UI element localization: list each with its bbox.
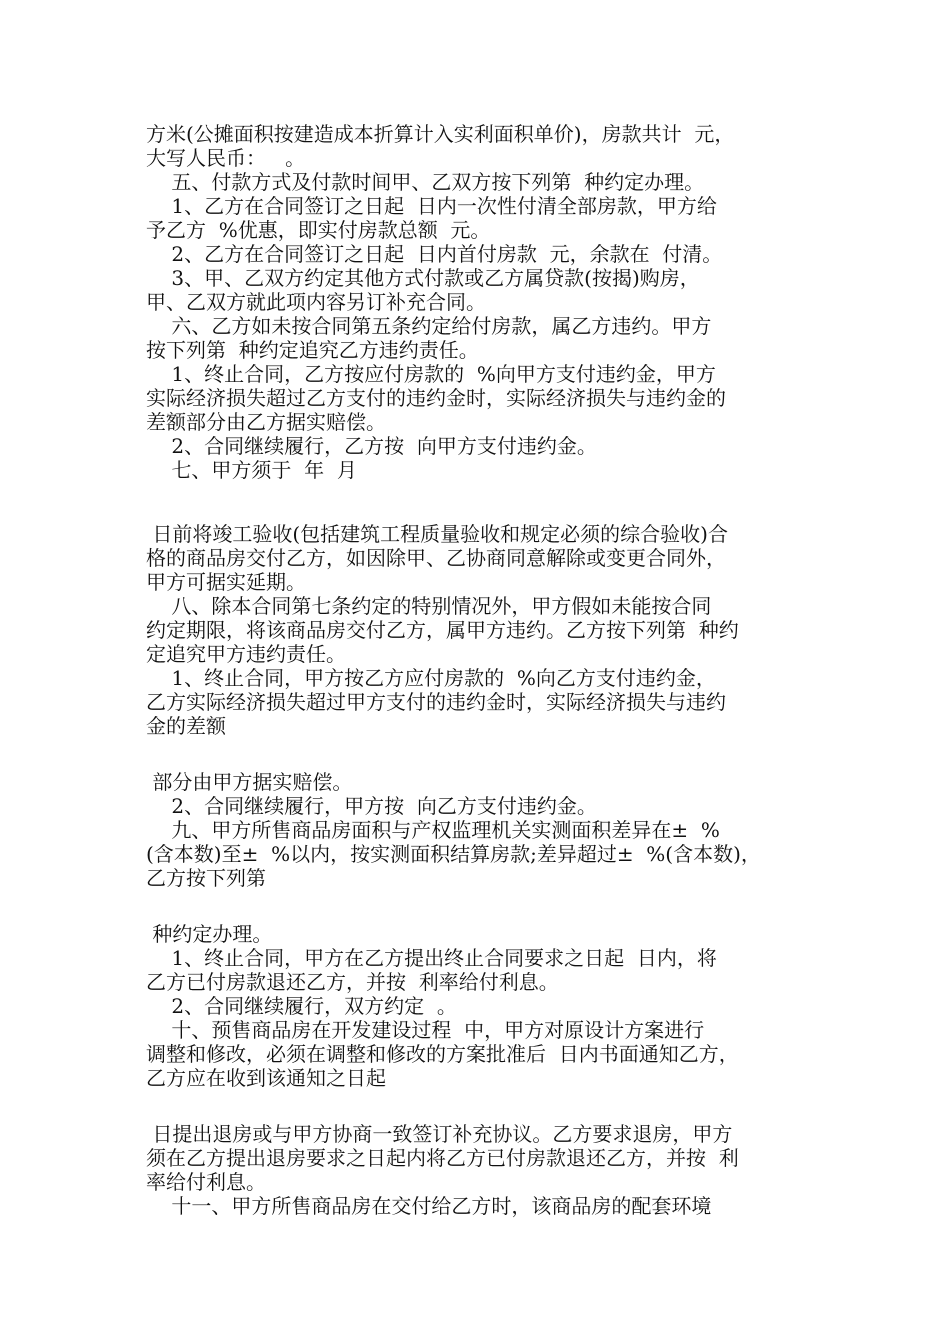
text-line: 乙方按下列第 xyxy=(146,866,266,890)
text-line: 1、终止合同，乙方按应付房款的 %向甲方支付违约金，甲方 xyxy=(146,362,716,386)
text-line: 率给付利息。 xyxy=(146,1170,266,1194)
text-line: 日提出退房或与甲方协商一致签订补充协议。乙方要求退房，甲方 xyxy=(146,1122,733,1146)
text-line: 2、乙方在合同签订之日起 日内首付房款 元，余款在 付清。 xyxy=(146,242,723,266)
text-line: 金的差额 xyxy=(146,714,226,738)
text-line: 大写人民币： 。 xyxy=(146,146,306,170)
text-line: 部分由甲方据实赔偿。 xyxy=(146,770,353,794)
text-line: 九、甲方所售商品房面积与产权监理机关实测面积差异在± % xyxy=(146,818,720,842)
text-line: 乙方已付房款退还乙方，并按 利率给付利息。 xyxy=(146,970,559,994)
text-line: 2、合同继续履行，乙方按 向甲方支付违约金。 xyxy=(146,434,597,458)
text-line: 1、终止合同，甲方按乙方应付房款的 %向乙方支付违约金， xyxy=(146,666,716,690)
text-line: 须在乙方提出退房要求之日起内将乙方已付房款退还乙方，并按 利 xyxy=(146,1146,739,1170)
text-line: 乙方实际经济损失超过甲方支付的违约金时，实际经济损失与违约 xyxy=(146,690,726,714)
text-line: 2、合同继续履行，双方约定 。 xyxy=(146,994,457,1018)
text-line: 甲方可据实延期。 xyxy=(146,570,306,594)
text-line: (含本数)至± %以内，按实测面积结算房款;差异超过± %(含本数)， xyxy=(146,842,761,866)
text-line: 调整和修改，必须在调整和修改的方案批准后 日内书面通知乙方， xyxy=(146,1042,739,1066)
text-line: 1、乙方在合同签订之日起 日内一次性付清全部房款，甲方给 xyxy=(146,194,717,218)
text-line: 格的商品房交付乙方，如因除甲、乙协商同意解除或变更合同外， xyxy=(146,546,726,570)
text-line: 方米(公摊面积按建造成本折算计入实利面积单价)，房款共计 元， xyxy=(146,122,735,146)
text-line: 乙方应在收到该通知之日起 xyxy=(146,1066,386,1090)
text-line: 3、甲、乙双方约定其他方式付款或乙方属贷款(按揭)购房， xyxy=(146,266,700,290)
text-line: 甲、乙双方就此项内容另订补充合同。 xyxy=(146,290,486,314)
text-line: 予乙方 %优惠，即实付房款总额 元。 xyxy=(146,218,491,242)
text-line: 约定期限，将该商品房交付乙方，属甲方违约。乙方按下列第 种约 xyxy=(146,618,739,642)
text-line: 日前将竣工验收(包括建筑工程质量验收和规定必须的综合验收)合 xyxy=(146,522,728,546)
text-line: 种约定办理。 xyxy=(146,922,273,946)
text-line: 七、甲方须于 年 月 xyxy=(146,458,357,482)
text-line: 定追究甲方违约责任。 xyxy=(146,642,346,666)
text-line: 按下列第 种约定追究乙方违约责任。 xyxy=(146,338,479,362)
text-line: 六、乙方如未按合同第五条约定给付房款，属乙方违约。甲方 xyxy=(146,314,712,338)
text-line: 五、付款方式及付款时间甲、乙双方按下列第 种约定办理。 xyxy=(146,170,705,194)
text-line: 2、合同继续履行，甲方按 向乙方支付违约金。 xyxy=(146,794,597,818)
text-line: 十一、甲方所售商品房在交付给乙方时，该商品房的配套环境 xyxy=(146,1194,712,1218)
text-line: 1、终止合同，甲方在乙方提出终止合同要求之日起 日内，将 xyxy=(146,946,717,970)
text-line: 实际经济损失超过乙方支付的违约金时，实际经济损失与违约金的 xyxy=(146,386,726,410)
text-line: 十、预售商品房在开发建设过程 中，甲方对原设计方案进行 xyxy=(146,1018,705,1042)
text-line: 八、除本合同第七条约定的特别情况外，甲方假如未能按合同 xyxy=(146,594,712,618)
text-line: 差额部分由乙方据实赔偿。 xyxy=(146,410,386,434)
